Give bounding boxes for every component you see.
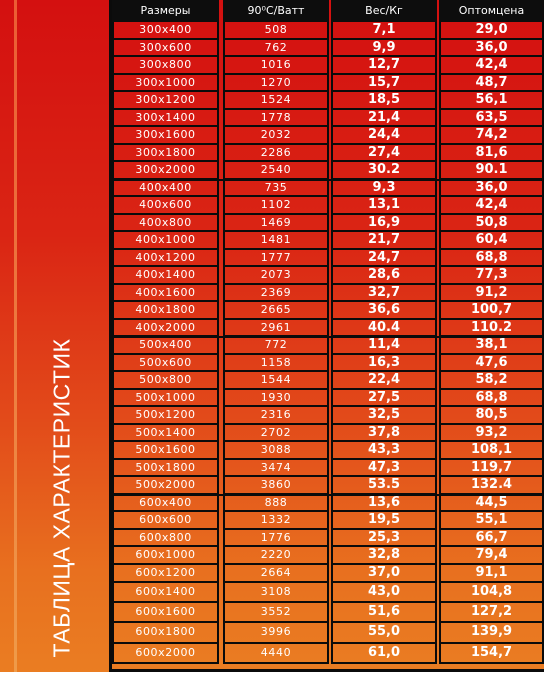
cell-power: 2369	[223, 285, 329, 303]
header-power: 90⁰С/Ватт	[223, 0, 329, 22]
cell-weight: 27,5	[331, 390, 437, 408]
cell-power: 1778	[223, 110, 329, 128]
cell-weight: 47,3	[331, 460, 437, 478]
table-row	[112, 355, 544, 373]
table-row	[112, 215, 544, 233]
cell-power: 1776	[223, 530, 329, 548]
cell-price: 91,2	[439, 285, 544, 303]
table-row	[112, 644, 544, 665]
left-edge-line	[14, 0, 17, 672]
cell-price: 139,9	[439, 623, 544, 644]
cell-power: 1158	[223, 355, 329, 373]
cell-weight: 37,8	[331, 425, 437, 443]
cell-weight: 36,6	[331, 302, 437, 320]
table-row	[112, 460, 544, 478]
cell-weight: 21,7	[331, 232, 437, 250]
cell-weight: 61,0	[331, 644, 437, 665]
cell-price: 79,4	[439, 547, 544, 565]
cell-weight: 22,4	[331, 372, 437, 390]
cell-size: 600x1400	[112, 583, 219, 603]
cell-size: 600x1600	[112, 603, 219, 624]
table-row	[112, 232, 544, 250]
cell-size: 600x400	[112, 495, 219, 513]
table-row	[112, 477, 544, 495]
cell-size: 500x1800	[112, 460, 219, 478]
cell-price: 110.2	[439, 320, 544, 338]
table-row	[112, 530, 544, 548]
header-weight: Вес/Кг	[331, 0, 437, 22]
cell-power: 1524	[223, 92, 329, 110]
cell-weight: 21,4	[331, 110, 437, 128]
cell-size: 500x800	[112, 372, 219, 390]
cell-power: 2540	[223, 162, 329, 180]
table-row	[112, 603, 544, 624]
cell-power: 888	[223, 495, 329, 513]
cell-size: 600x2000	[112, 644, 219, 665]
cell-price: 50,8	[439, 215, 544, 233]
cell-weight: 18,5	[331, 92, 437, 110]
table-row	[112, 197, 544, 215]
cell-weight: 12,7	[331, 57, 437, 75]
cell-weight: 32,8	[331, 547, 437, 565]
cell-weight: 30.2	[331, 162, 437, 180]
cell-price: 90.1	[439, 162, 544, 180]
cell-power: 735	[223, 180, 329, 198]
table-row	[112, 372, 544, 390]
cell-power: 1930	[223, 390, 329, 408]
cell-weight: 37,0	[331, 565, 437, 584]
cell-size: 400x1200	[112, 250, 219, 268]
table-row	[112, 250, 544, 268]
cell-weight: 15,7	[331, 75, 437, 93]
cell-size: 300x1400	[112, 110, 219, 128]
cell-price: 36,0	[439, 40, 544, 58]
table-row	[112, 110, 544, 128]
table-row	[112, 57, 544, 75]
cell-size: 300x1800	[112, 145, 219, 163]
table-row	[112, 425, 544, 443]
cell-power: 1777	[223, 250, 329, 268]
cell-size: 400x1800	[112, 302, 219, 320]
cell-power: 2664	[223, 565, 329, 584]
cell-size: 500x1000	[112, 390, 219, 408]
table-row	[112, 75, 544, 93]
cell-price: 91,1	[439, 565, 544, 584]
table-row	[112, 285, 544, 303]
table-row	[112, 512, 544, 530]
cell-weight: 27,4	[331, 145, 437, 163]
cell-size: 400x1400	[112, 267, 219, 285]
cell-weight: 11,4	[331, 337, 437, 355]
cell-weight: 43,3	[331, 442, 437, 460]
cell-power: 1469	[223, 215, 329, 233]
cell-size: 500x600	[112, 355, 219, 373]
cell-price: 42,4	[439, 57, 544, 75]
cell-price: 42,4	[439, 197, 544, 215]
cell-size: 500x400	[112, 337, 219, 355]
cell-weight: 7,1	[331, 22, 437, 40]
table-row	[112, 320, 544, 338]
cell-size: 600x1800	[112, 623, 219, 644]
cell-price: 29,0	[439, 22, 544, 40]
cell-power: 3996	[223, 623, 329, 644]
cell-price: 100,7	[439, 302, 544, 320]
cell-price: 119,7	[439, 460, 544, 478]
cell-power: 3552	[223, 603, 329, 624]
cell-size: 400x1600	[112, 285, 219, 303]
cell-price: 108,1	[439, 442, 544, 460]
cell-weight: 32,5	[331, 407, 437, 425]
table-row	[112, 302, 544, 320]
cell-weight: 25,3	[331, 530, 437, 548]
table-row	[112, 565, 544, 584]
cell-price: 132.4	[439, 477, 544, 495]
table-row	[112, 495, 544, 513]
cell-size: 300x800	[112, 57, 219, 75]
table-row	[112, 583, 544, 603]
cell-price: 81,6	[439, 145, 544, 163]
cell-price: 60,4	[439, 232, 544, 250]
cell-weight: 16,9	[331, 215, 437, 233]
cell-price: 47,6	[439, 355, 544, 373]
cell-weight: 16,3	[331, 355, 437, 373]
cell-size: 400x1000	[112, 232, 219, 250]
cell-weight: 43,0	[331, 583, 437, 603]
cell-weight: 9,3	[331, 180, 437, 198]
cell-size: 500x1600	[112, 442, 219, 460]
cell-size: 300x1000	[112, 75, 219, 93]
table-row	[112, 390, 544, 408]
table-row	[112, 145, 544, 163]
header-size: Размеры	[112, 0, 219, 22]
cell-price: 93,2	[439, 425, 544, 443]
table-row	[112, 623, 544, 644]
cell-size: 300x1200	[112, 92, 219, 110]
table-row	[112, 337, 544, 355]
cell-power: 772	[223, 337, 329, 355]
cell-price: 66,7	[439, 530, 544, 548]
cell-power: 2220	[223, 547, 329, 565]
side-title: ТАБЛИЦА ХАРАКТЕРИСТИК	[48, 338, 75, 658]
table-row	[112, 162, 544, 180]
cell-price: 80,5	[439, 407, 544, 425]
table-row	[112, 267, 544, 285]
cell-power: 1102	[223, 197, 329, 215]
table-row	[112, 442, 544, 460]
cell-size: 600x1200	[112, 565, 219, 584]
cell-power: 3860	[223, 477, 329, 495]
cell-power: 2665	[223, 302, 329, 320]
cell-price: 56,1	[439, 92, 544, 110]
cell-price: 127,2	[439, 603, 544, 624]
cell-weight: 9,9	[331, 40, 437, 58]
cell-power: 2961	[223, 320, 329, 338]
cell-weight: 24,7	[331, 250, 437, 268]
cell-price: 154,7	[439, 644, 544, 665]
cell-size: 500x1200	[112, 407, 219, 425]
cell-price: 74,2	[439, 127, 544, 145]
cell-power: 2702	[223, 425, 329, 443]
cell-price: 68,8	[439, 390, 544, 408]
cell-power: 2032	[223, 127, 329, 145]
cell-size: 400x400	[112, 180, 219, 198]
table-row	[112, 22, 544, 40]
cell-price: 38,1	[439, 337, 544, 355]
cell-weight: 32,7	[331, 285, 437, 303]
cell-power: 2316	[223, 407, 329, 425]
cell-weight: 13,6	[331, 495, 437, 513]
table-header	[112, 0, 544, 22]
cell-size: 300x2000	[112, 162, 219, 180]
cell-weight: 28,6	[331, 267, 437, 285]
cell-weight: 51,6	[331, 603, 437, 624]
cell-weight: 24,4	[331, 127, 437, 145]
cell-power: 762	[223, 40, 329, 58]
cell-power: 4440	[223, 644, 329, 665]
cell-size: 400x2000	[112, 320, 219, 338]
cell-power: 2073	[223, 267, 329, 285]
cell-price: 104,8	[439, 583, 544, 603]
cell-power: 2286	[223, 145, 329, 163]
table-row	[112, 547, 544, 565]
cell-power: 1544	[223, 372, 329, 390]
table-row	[112, 407, 544, 425]
table-row	[112, 92, 544, 110]
cell-weight: 53.5	[331, 477, 437, 495]
cell-price: 36,0	[439, 180, 544, 198]
table-row	[112, 40, 544, 58]
cell-price: 68,8	[439, 250, 544, 268]
cell-size: 400x800	[112, 215, 219, 233]
table-row	[112, 180, 544, 198]
cell-power: 508	[223, 22, 329, 40]
cell-price: 58,2	[439, 372, 544, 390]
cell-size: 600x800	[112, 530, 219, 548]
table-row	[112, 127, 544, 145]
cell-size: 300x1600	[112, 127, 219, 145]
cell-size: 300x600	[112, 40, 219, 58]
cell-size: 600x600	[112, 512, 219, 530]
cell-price: 48,7	[439, 75, 544, 93]
cell-power: 1016	[223, 57, 329, 75]
cell-price: 77,3	[439, 267, 544, 285]
cell-size: 400x600	[112, 197, 219, 215]
cell-size: 300x400	[112, 22, 219, 40]
cell-price: 63,5	[439, 110, 544, 128]
cell-weight: 55,0	[331, 623, 437, 644]
cell-power: 3088	[223, 442, 329, 460]
cell-power: 1270	[223, 75, 329, 93]
cell-price: 55,1	[439, 512, 544, 530]
header-price: Оптомцена	[439, 0, 544, 22]
cell-weight: 13,1	[331, 197, 437, 215]
cell-size: 500x2000	[112, 477, 219, 495]
cell-power: 3108	[223, 583, 329, 603]
cell-weight: 40.4	[331, 320, 437, 338]
cell-price: 44,5	[439, 495, 544, 513]
cell-size: 600x1000	[112, 547, 219, 565]
cell-power: 1481	[223, 232, 329, 250]
cell-size: 500x1400	[112, 425, 219, 443]
cell-power: 3474	[223, 460, 329, 478]
cell-power: 1332	[223, 512, 329, 530]
cell-weight: 19,5	[331, 512, 437, 530]
